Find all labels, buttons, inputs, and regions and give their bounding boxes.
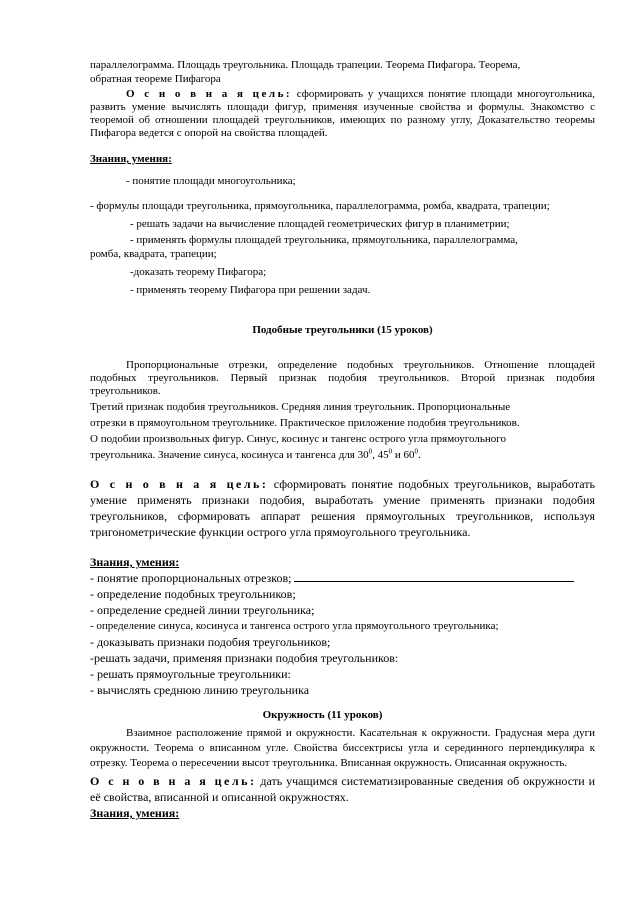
underline-rule (294, 571, 574, 582)
paragraph-line: отрезки в прямоугольном треугольнике. Практическое приложение подобия треугольников. (90, 417, 520, 429)
list-item: - применять теорему Пифагора при решении задач. (130, 284, 371, 296)
list-item: - определение синуса, косинуса и тангенса острого угла прямоугольного треугольника; (90, 620, 499, 632)
list-item: - определение подобных треугольников; (90, 587, 296, 601)
goal-text: сформировать понятие подобных треугольников, выработать умение применять признаки подобия, выработать умение применять признаки подобия треугольников, сформировать аппарат решения прямоугольных треугольников, используя тригонометрические функции острого угла прямоугольного треугольника. (90, 477, 596, 539)
list-item: -решать задачи, применяя признаки подобия треугольников: (90, 651, 399, 665)
paragraph-line: Третий признак подобия треугольников. Средняя линия треугольник. Пропорциональные (90, 401, 511, 413)
goal-label: О с н о в н а я цель: (90, 774, 257, 788)
list-item: - решать задачи на вычисление площадей геометрических фигур в планиметрии; (130, 218, 510, 230)
goal-text-rest: многоугольника, развить умение вычислять площади фигур, применяя изученные свойства и формулы. Знакомство с теоремой об отношении площадей треугольников, имеющих по разному углу, Доказательство теоремы Пифагора ведется с опорой на свойства площадей. (90, 88, 595, 139)
list-item: - применять формулы площадей треугольника, прямоугольника, параллелограмма, (130, 234, 518, 246)
paragraph-line: О подобии произвольных фигур. Синус, косинус и тангенс острого угла прямоугольного (90, 433, 506, 445)
text-fragment: треугольника. Значение синуса, косинуса и тангенса для 30 (90, 449, 369, 461)
list-item: - вычислять среднюю линию треугольника (90, 683, 310, 697)
goal-paragraph (90, 476, 595, 540)
goal-text: сформировать у учащихся понятие площади (292, 88, 513, 100)
text-fragment: , 45 (372, 449, 389, 461)
list-item: - формулы площади треугольника, прямоугольника, параллелограмма, ромба, квадрата, трапеции; (90, 200, 550, 212)
knowledge-heading: Знания, умения: (90, 555, 180, 569)
knowledge-heading: Знания, умения: (90, 806, 180, 820)
list-item: -доказать теорему Пифагора; (130, 266, 267, 278)
degree-sup: 0 (414, 447, 418, 456)
goal-label: О с н о в н а я цель: (90, 477, 269, 491)
section-title: Окружность (11 уроков) (262, 709, 383, 721)
list-item: - понятие площади многоугольника; (126, 175, 296, 187)
degree-sup: 0 (368, 447, 373, 456)
goal-text: дать учащимся систематизированные сведения об окружности и её свойства, вписанной и описанной окружностях. (90, 774, 595, 804)
paragraph-line: параллелограмма. Площадь треугольника. Площадь трапеции. Теорема Пифагора. Теорема, (90, 59, 521, 71)
list-item-text: - понятие пропорциональных отрезков; (90, 571, 292, 585)
list-item: - доказывать признаки подобия треугольников; (90, 635, 331, 649)
paragraph-line: обратная теореме Пифагора (90, 73, 221, 85)
text-fragment: . (417, 449, 421, 461)
section-paragraph: Взаимное расположение прямой и окружности. Касательная к окружности. Градусная мера дуги окружности. Теорема о вписанном угле. Свойства биссектрисы угла и серединного перпендикуляра к отрезку. Теорема о пересечении высот треугольника. Вписанная окружность. Описанная окружность. (90, 727, 595, 769)
goal-paragraph (90, 773, 595, 805)
list-item: - решать прямоугольные треугольники: (90, 667, 291, 681)
list-item: ромба, квадрата, трапеции; (90, 248, 217, 260)
goal-label: О с н о в н а я цель: (126, 88, 293, 100)
paragraph-line (90, 448, 595, 462)
section-title: Подобные треугольники (15 уроков) (252, 324, 433, 336)
list-item (90, 570, 595, 586)
knowledge-heading: Знания, умения: (90, 153, 172, 165)
degree-sup: 0 (388, 447, 393, 456)
text-fragment: и 60 (392, 449, 415, 461)
list-item: - определение средней линии треугольника; (90, 603, 315, 617)
document-page (90, 58, 595, 821)
goal-paragraph (90, 88, 595, 140)
section-paragraph: Пропорциональные отрезки, определение подобных треугольников. Отношение площадей подобных треугольников. Первый признак подобия треугольников. Второй признак подобия треугольников. (90, 359, 595, 397)
